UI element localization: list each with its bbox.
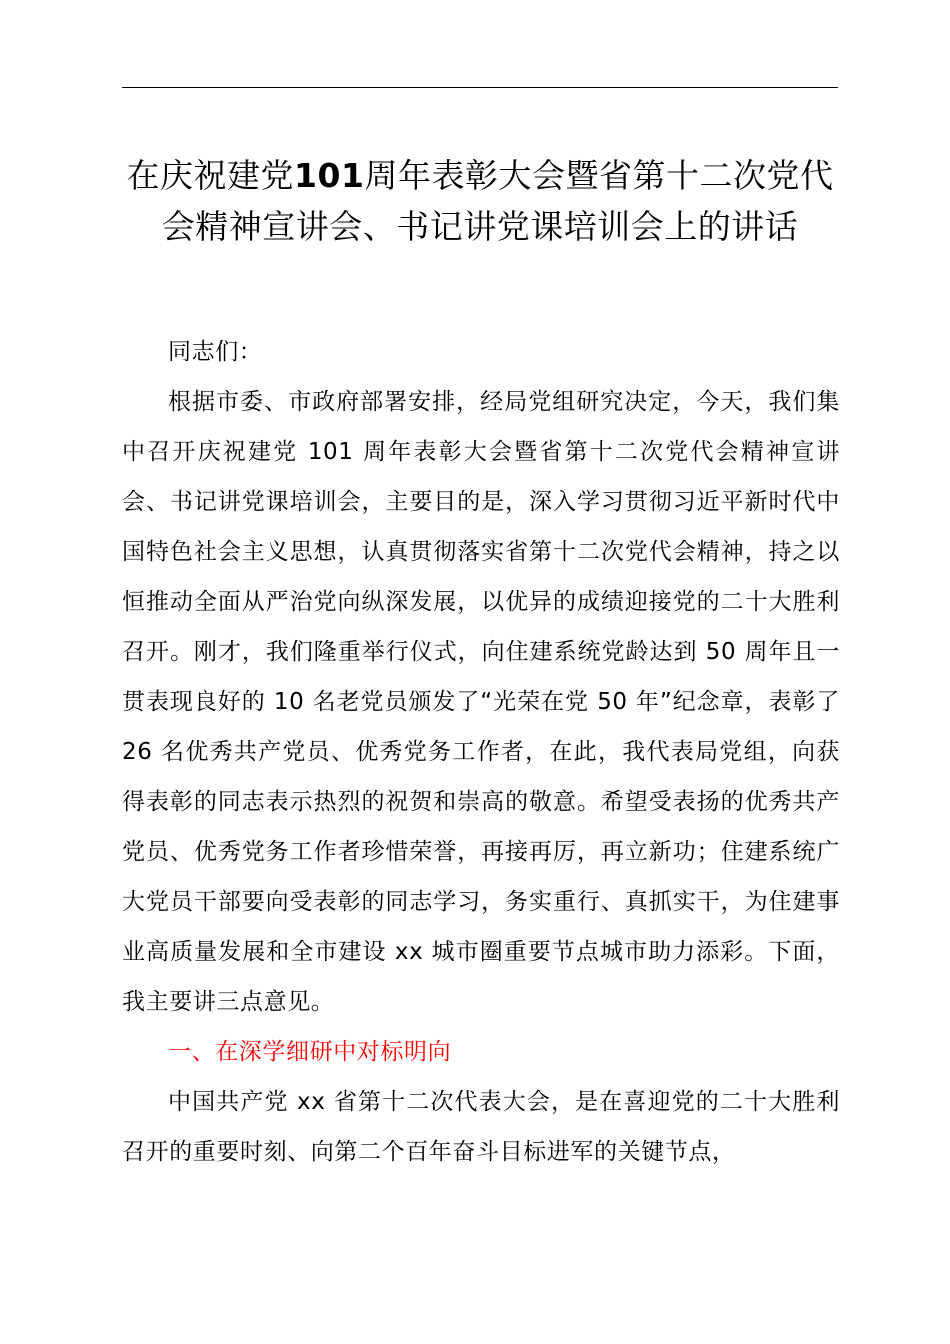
section-heading-1: 一、在深学细研中对标明向: [168, 1039, 452, 1065]
document-body: [122, 327, 840, 1177]
title-part-1: 在庆祝建党: [126, 156, 295, 195]
paragraph-section-1: 中国共产党 xx 省第十二次代表大会，是在喜迎党的二十大胜利召开的重要时刻、向第二个百年奋斗目标进军的关键节点，: [122, 1089, 840, 1165]
paragraph-intro: 根据市委、市政府部署安排，经局党组研究决定，今天，我们集中召开庆祝建党 101 周年表彰大会暨省第十二次党代会精神宣讲会、书记讲党课培训会，主要目的是，深入学习贯彻习近平新时代中国特色社会主义思想，认真贯彻落实省第十二次党代会精神，持之以恒推动全面从严治党向纵深发展，以优异的成绩迎接党的二十大胜利召开。刚才，我们隆重举行仪式，向住建系统党龄达到 50 周年且一贯表现良好的 10 名老党员颁发了“光荣在党 50 年”纪念章，表彰了 26 名优秀共产党员、优秀党务工作者，在此，我代表局党组，向获得表彰的同志表示热烈的祝贺和崇高的敬意。希望受表扬的优秀共产党员、优秀党务工作者珍惜荣誉，再接再厉，再立新功；住建系统广大党员干部要向受表彰的同志学习，务实重行、真抓实干，为住建事业高质量发展和全市建设 xx 城市圈重要节点城市助力添彩。下面，我主要讲三点意见。: [122, 389, 840, 1015]
header-rule: [122, 87, 838, 88]
salutation: 同志们：: [168, 339, 263, 365]
title-part-2: 周年表彰大会暨省第十二次党代会精神宣讲会、书记讲党课培训会上的讲话: [161, 156, 834, 246]
document-title: [122, 150, 838, 252]
title-number: 101: [294, 156, 365, 195]
